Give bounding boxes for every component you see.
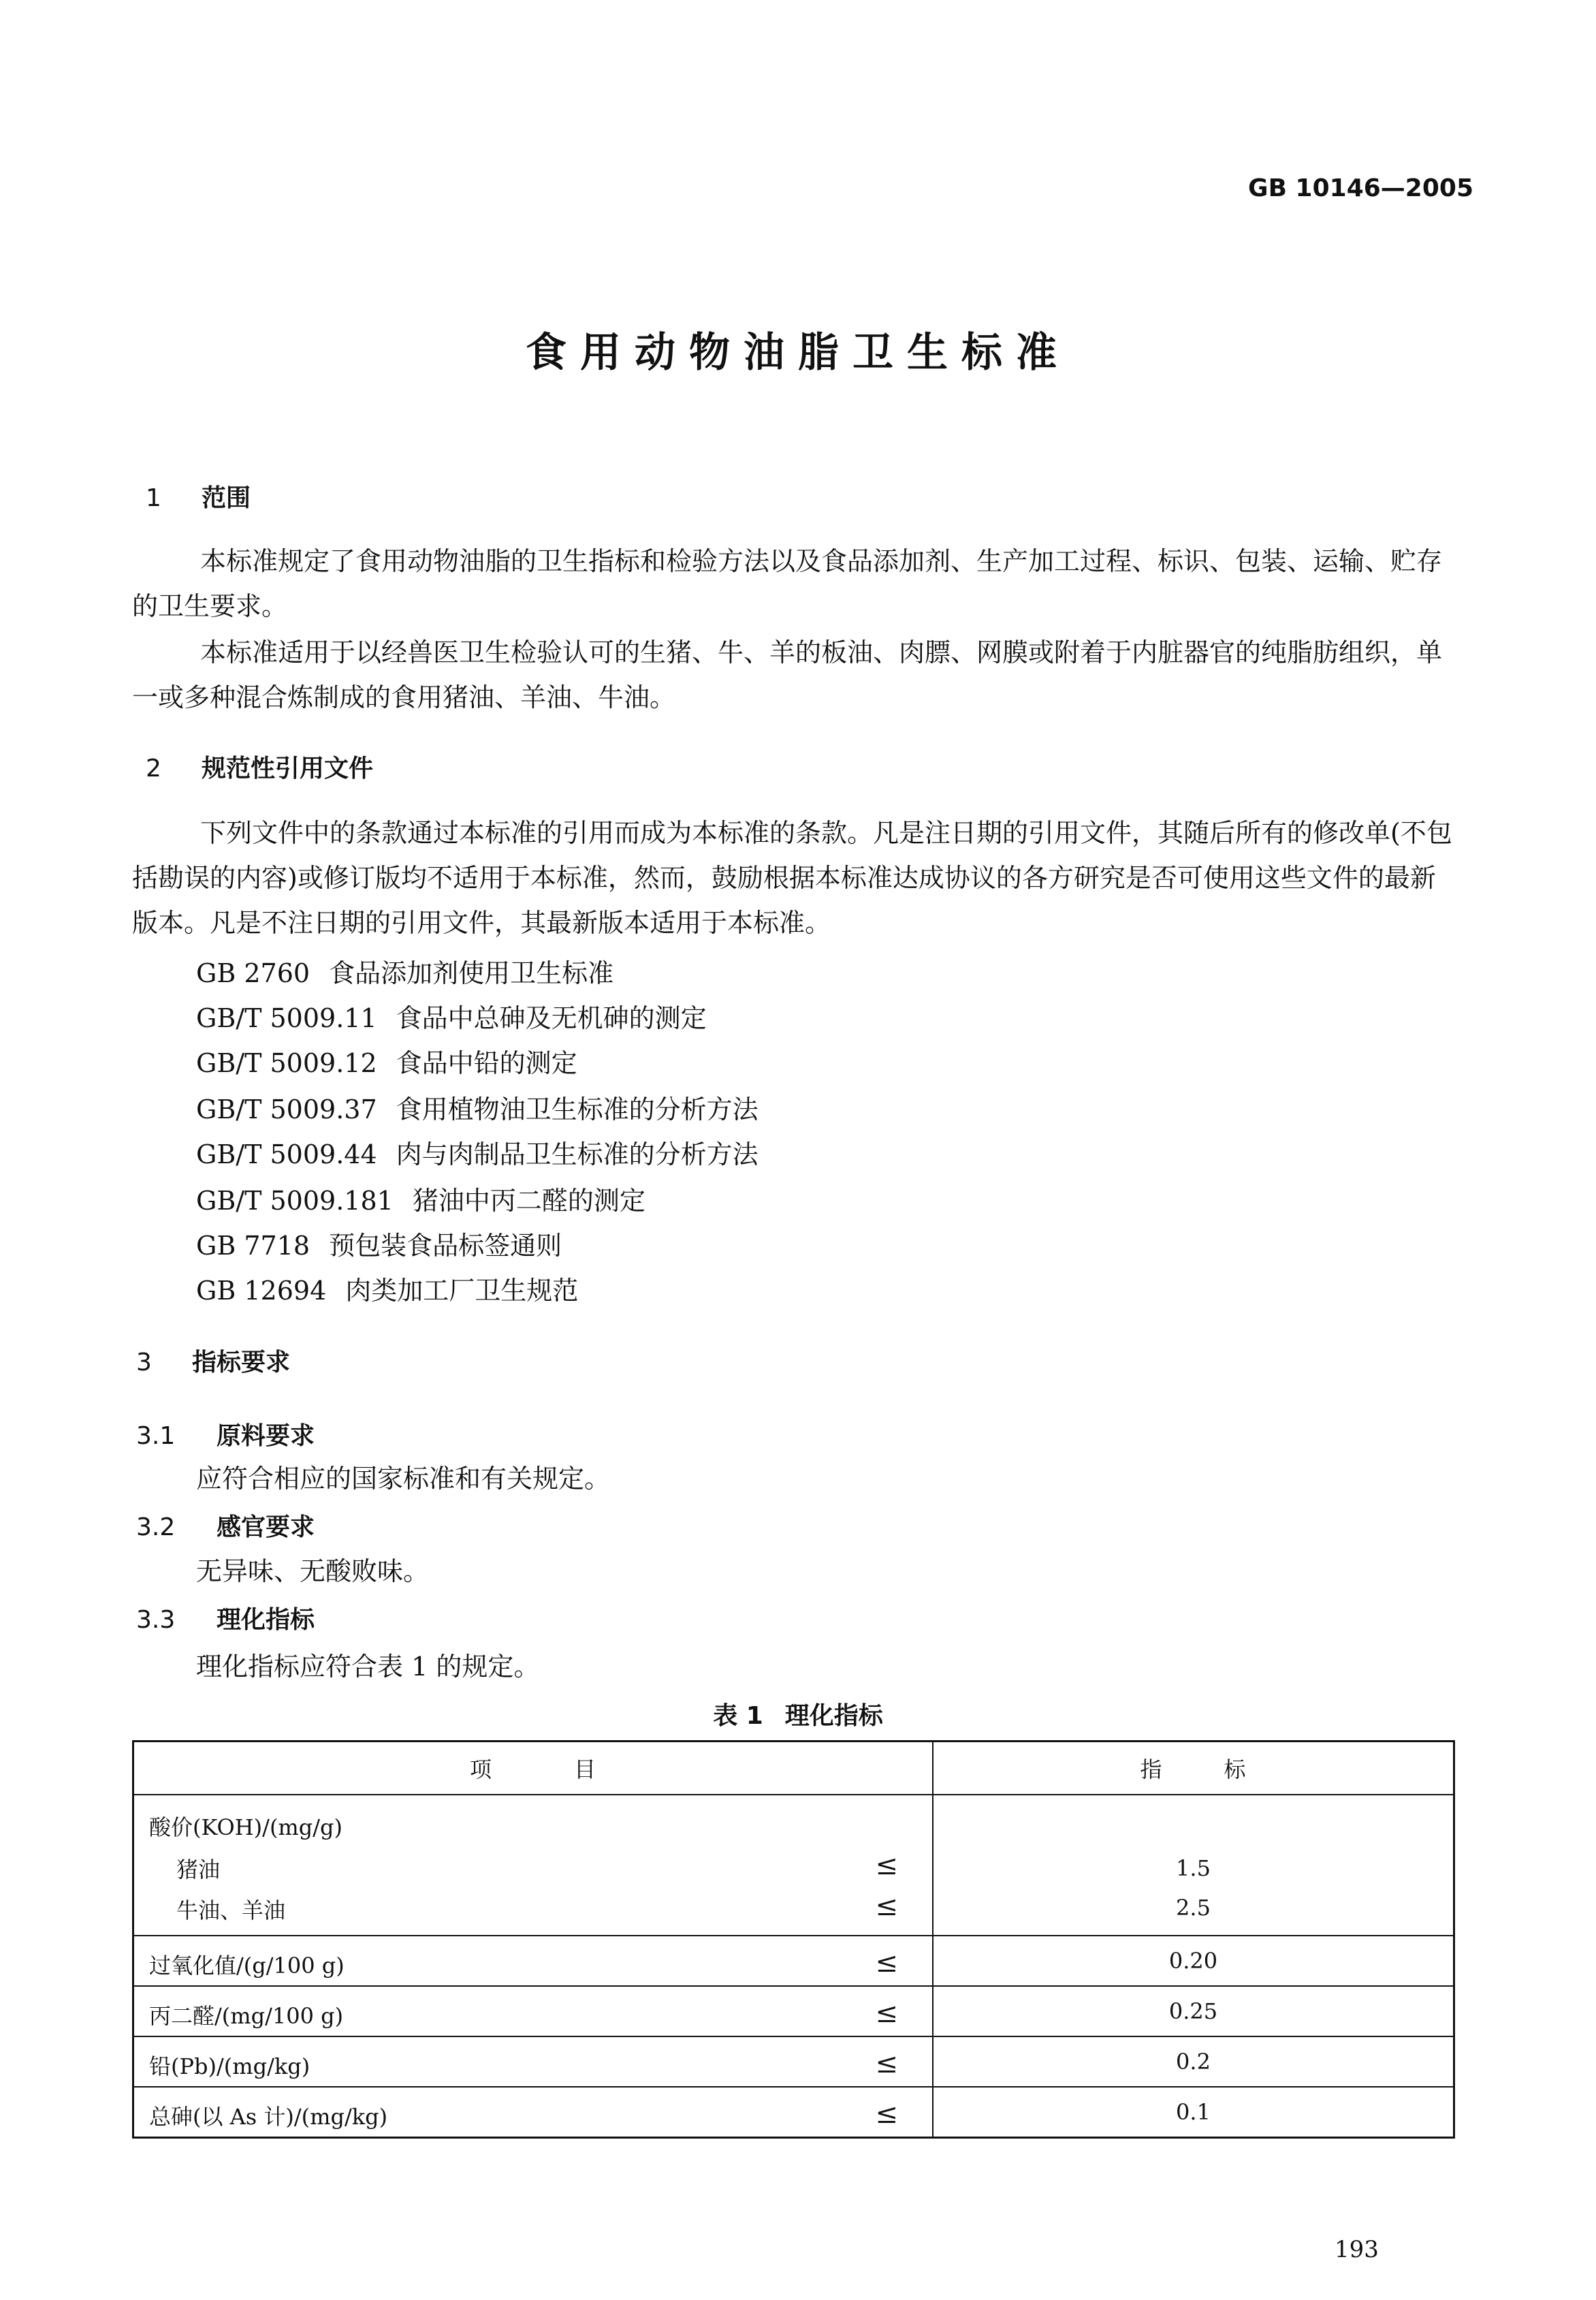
reference-item — [196, 951, 613, 996]
acid-value-values — [933, 1795, 1454, 1936]
section-text: 无异味、无酸败味。 — [196, 1556, 430, 1586]
reference-code: GB/T 5009.11 — [196, 1003, 377, 1033]
reference-item — [196, 996, 707, 1041]
reference-title: 食品中总砷及无机砷的测定 — [396, 1003, 707, 1033]
le-symbol: ≤ — [875, 1850, 898, 1881]
table-header-row — [133, 1742, 1454, 1795]
paragraph: 本标准适用于以经兽医卫生检验认可的生猪、牛、羊的板油、肉膘、网膜或附着于内脏器官的纯脂肪组织，单一或多种混合炼制成的食用猪油、羊油、牛油。 — [132, 637, 1443, 712]
item-label: 铅(Pb)/(mg/kg) — [149, 2053, 310, 2079]
section-number: 3.3 — [136, 1606, 176, 1634]
reference-item — [196, 1041, 577, 1086]
value: 0.25 — [933, 1986, 1454, 2036]
section-text: 理化指标应符合表 1 的规定。 — [196, 1652, 540, 1682]
section-1-heading — [146, 479, 251, 514]
acid-value-cell — [133, 1795, 933, 1936]
value: 0.20 — [933, 1936, 1454, 1986]
le-symbol: ≤ — [875, 2098, 898, 2130]
section-3-1-heading — [136, 1417, 315, 1451]
reference-code: GB 2760 — [196, 958, 310, 988]
item-label: 丙二醛/(mg/100 g) — [149, 2003, 344, 2029]
table-caption-title: 理化指标 — [784, 1702, 883, 1730]
value: 0.1 — [933, 2087, 1454, 2138]
section-number: 3.2 — [136, 1513, 176, 1541]
header-item — [133, 1742, 933, 1795]
value: 1.5 — [1176, 1855, 1211, 1881]
page-number: 193 — [1335, 2236, 1379, 2263]
reference-item — [196, 1268, 578, 1313]
standard-code: GB 10146—2005 — [1248, 174, 1473, 202]
header-value — [933, 1742, 1454, 1795]
table-row — [133, 2087, 1454, 2138]
reference-title: 食品添加剂使用卫生标准 — [329, 958, 614, 988]
le-symbol: ≤ — [875, 2048, 898, 2079]
reference-code: GB/T 5009.37 — [196, 1094, 377, 1124]
reference-code: GB 12694 — [196, 1276, 327, 1306]
section-3-3-heading — [136, 1601, 315, 1635]
item-label: 过氧化值/(g/100 g) — [149, 1953, 345, 1979]
document-title: 食用动物油脂卫生标准 — [526, 329, 1070, 377]
section-3-2-heading — [136, 1508, 315, 1543]
header-value-char: 标 — [1224, 1756, 1247, 1782]
header-item-char: 项 — [469, 1756, 492, 1782]
table-row — [133, 1936, 1454, 1986]
reference-title: 肉与肉制品卫生标准的分析方法 — [396, 1139, 759, 1169]
reference-code: GB/T 5009.44 — [196, 1139, 377, 1169]
section-title: 原料要求 — [217, 1422, 315, 1450]
reference-code: GB/T 5009.12 — [196, 1048, 377, 1078]
header-item-char: 目 — [574, 1756, 597, 1782]
value: 0.2 — [933, 2036, 1454, 2087]
item-label: 总砷(以 As 计)/(mg/kg) — [149, 2104, 388, 2130]
reference-code: GB/T 5009.181 — [196, 1186, 394, 1216]
section-number: 2 — [146, 755, 161, 783]
reference-title: 肉类加工厂卫生规范 — [345, 1276, 579, 1306]
le-symbol: ≤ — [875, 1947, 898, 1979]
section-title: 指标要求 — [192, 1349, 291, 1376]
section-title: 规范性引用文件 — [202, 755, 374, 783]
section-title: 范围 — [202, 484, 251, 512]
section-title: 理化指标 — [217, 1606, 315, 1634]
reference-item — [196, 1223, 562, 1268]
acid-value-label: 酸价(KOH)/(mg/g) — [149, 1814, 343, 1840]
reference-item — [196, 1132, 759, 1177]
le-symbol: ≤ — [875, 1998, 898, 2029]
le-symbol: ≤ — [875, 1891, 898, 1922]
sub-item — [149, 1850, 932, 1887]
section-3-heading — [136, 1343, 290, 1378]
reference-title: 食品中铅的测定 — [396, 1048, 577, 1078]
reference-title: 食用植物油卫生标准的分析方法 — [396, 1094, 759, 1124]
reference-title: 猪油中丙二醛的测定 — [412, 1186, 645, 1216]
sub-item-label: 猪油 — [176, 1857, 221, 1882]
section-title: 感官要求 — [217, 1513, 315, 1541]
reference-title: 预包装食品标签通则 — [329, 1231, 562, 1261]
section-text: 应符合相应的国家标准和有关规定。 — [196, 1464, 611, 1494]
value: 2.5 — [1176, 1895, 1211, 1921]
section-number: 1 — [146, 484, 161, 512]
table-row — [133, 2036, 1454, 2087]
header-value-char: 指 — [1140, 1756, 1163, 1782]
reference-code: GB 7718 — [196, 1231, 310, 1261]
reference-item — [196, 1178, 645, 1223]
reference-item — [196, 1087, 759, 1132]
table-row — [133, 1795, 1454, 1936]
section-2-heading — [146, 749, 373, 784]
paragraph: 本标准规定了食用动物油脂的卫生指标和检验方法以及食品添加剂、生产加工过程、标识、包装、运输、贮存的卫生要求。 — [132, 546, 1443, 621]
paragraph: 下列文件中的条款通过本标准的引用而成为本标准的条款。凡是注日期的引用文件，其随后所有的修改单(不包括勘误的内容)或修订版均不适用于本标准，然而，鼓励根据本标准达成协议的各方研究是否可使用这些文件的最新版本。凡是不注日期的引用文件，其最新版本适用于本标准。 — [132, 818, 1452, 938]
section-number: 3.1 — [136, 1422, 176, 1450]
section-number: 3 — [136, 1349, 152, 1376]
specification-table — [132, 1740, 1455, 2139]
table-caption — [0, 1697, 1596, 1731]
table-row — [133, 1986, 1454, 2036]
sub-item-label: 牛油、羊油 — [176, 1897, 286, 1923]
table-caption-number: 表 1 — [713, 1702, 763, 1730]
sub-item — [149, 1893, 932, 1927]
